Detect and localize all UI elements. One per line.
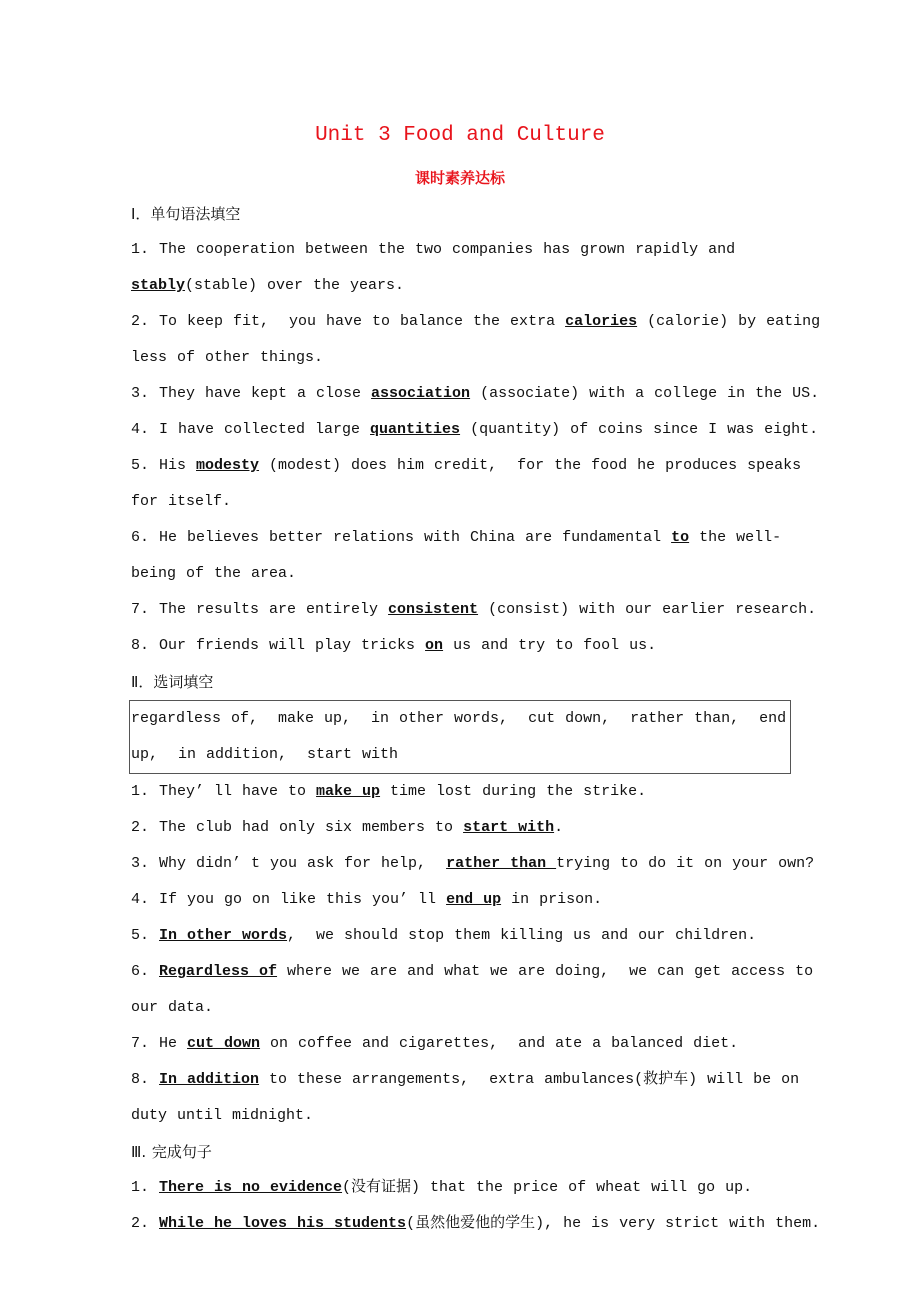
answer-text: calories xyxy=(565,313,638,330)
answer-text: stably xyxy=(131,277,186,294)
question-text: (没有证据) that the price of wheat will go up. xyxy=(342,1179,753,1196)
question-text: 7. He xyxy=(131,1035,188,1052)
answer-text: While he loves his students xyxy=(159,1215,407,1232)
answer-text: quantities xyxy=(370,421,461,438)
question-item xyxy=(131,774,825,810)
question-item xyxy=(131,1026,825,1062)
question-text: 4. I have collected large xyxy=(131,421,371,438)
answer-text: consistent xyxy=(388,601,479,618)
question-text: 2. To keep fit, you have to balance the extra xyxy=(131,313,566,330)
question-text: (虽然他爱他的学生), he is very strict with them. xyxy=(406,1215,821,1232)
word-box: regardless of, make up, in other words, cut down, rather than, end up, in addition, start with xyxy=(129,700,791,774)
question-text: 6. He believes better relations with China are fundamental xyxy=(131,529,672,546)
question-text: 3. Why didn’ t you ask for help, xyxy=(131,855,447,872)
question-text: 2. The club had only six members to xyxy=(131,819,464,836)
answer-text: cut down xyxy=(187,1035,261,1052)
question-item xyxy=(131,1062,825,1134)
question-text: 5. xyxy=(131,927,160,944)
question-text: us and try to fool us. xyxy=(443,637,657,654)
question-item xyxy=(131,954,825,1026)
question-item xyxy=(131,1206,825,1242)
question-item xyxy=(131,376,825,412)
question-text: time lost during the strike. xyxy=(380,783,647,800)
question-text: . xyxy=(554,819,564,836)
section-heading: Ⅲ. 完成句子 xyxy=(131,1143,212,1161)
question-text: trying to do it on your own? xyxy=(556,855,815,872)
question-text: 8. xyxy=(131,1071,160,1088)
question-text: 1. They’ ll have to xyxy=(131,783,317,800)
question-text: (stable) over the years. xyxy=(185,277,405,294)
question-text: (calorie) by eating less of other things. xyxy=(131,313,831,366)
question-text: 7. The results are entirely xyxy=(131,601,389,618)
question-text: 4. If you go on like this you’ ll xyxy=(131,891,447,908)
document-title: Unit 3 Food and Culture xyxy=(315,124,605,147)
question-text: 1. The cooperation between the two companies has grown rapidly and xyxy=(131,241,746,258)
answer-text: In other words xyxy=(159,927,288,944)
exercise-body xyxy=(131,196,831,1242)
question-text: (quantity) of coins since I was eight. xyxy=(460,421,819,438)
question-item xyxy=(131,628,825,664)
answer-text: rather than xyxy=(446,855,557,872)
question-item xyxy=(131,846,825,882)
question-item xyxy=(131,592,825,628)
question-item xyxy=(131,520,825,592)
question-text: (associate) with a college in the US. xyxy=(470,385,820,402)
answer-text: modesty xyxy=(196,457,260,474)
question-text: where we are and what we are doing, we can get access to our data. xyxy=(131,963,824,1016)
question-item xyxy=(131,448,825,520)
question-text: , we should stop them killing us and our children. xyxy=(287,927,757,944)
answer-text: Regardless of xyxy=(159,963,278,980)
question-text: 8. Our friends will play tricks xyxy=(131,637,426,654)
question-text: in prison. xyxy=(501,891,603,908)
question-text: 6. xyxy=(131,963,160,980)
question-text: to these arrangements, extra ambulances(救护车) will be on duty until midnight. xyxy=(131,1071,810,1124)
question-item xyxy=(131,232,825,304)
answer-text: start with xyxy=(463,819,555,836)
question-item xyxy=(131,810,825,846)
answer-text: to xyxy=(671,529,690,546)
question-text: 3. They have kept a close xyxy=(131,385,372,402)
section-heading: Ⅰ．单句语法填空 xyxy=(131,205,241,223)
answer-text: make up xyxy=(316,783,381,800)
question-text: 1. xyxy=(131,1179,160,1196)
question-item xyxy=(131,304,831,376)
question-item xyxy=(131,918,825,954)
question-text: the well-being of the area. xyxy=(131,529,782,582)
question-text: (consist) with our earlier research. xyxy=(478,601,817,618)
section-heading: Ⅱ．选词填空 xyxy=(131,673,214,691)
answer-text: end up xyxy=(446,891,502,908)
answer-text: association xyxy=(371,385,471,402)
question-item xyxy=(131,1170,825,1206)
document-subtitle: 课时素养达标 xyxy=(414,169,505,187)
question-text: (modest) does him credit, for the food he produces speaks for itself. xyxy=(131,457,812,510)
answer-text: on xyxy=(425,637,444,654)
question-item xyxy=(131,882,825,918)
question-text: 5. His xyxy=(131,457,197,474)
question-item xyxy=(131,412,825,448)
answer-text: In addition xyxy=(159,1071,260,1088)
answer-text: There is no evidence xyxy=(159,1179,343,1196)
question-text: on coffee and cigarettes, and ate a balanced diet. xyxy=(260,1035,739,1052)
question-text: 2. xyxy=(131,1215,160,1232)
